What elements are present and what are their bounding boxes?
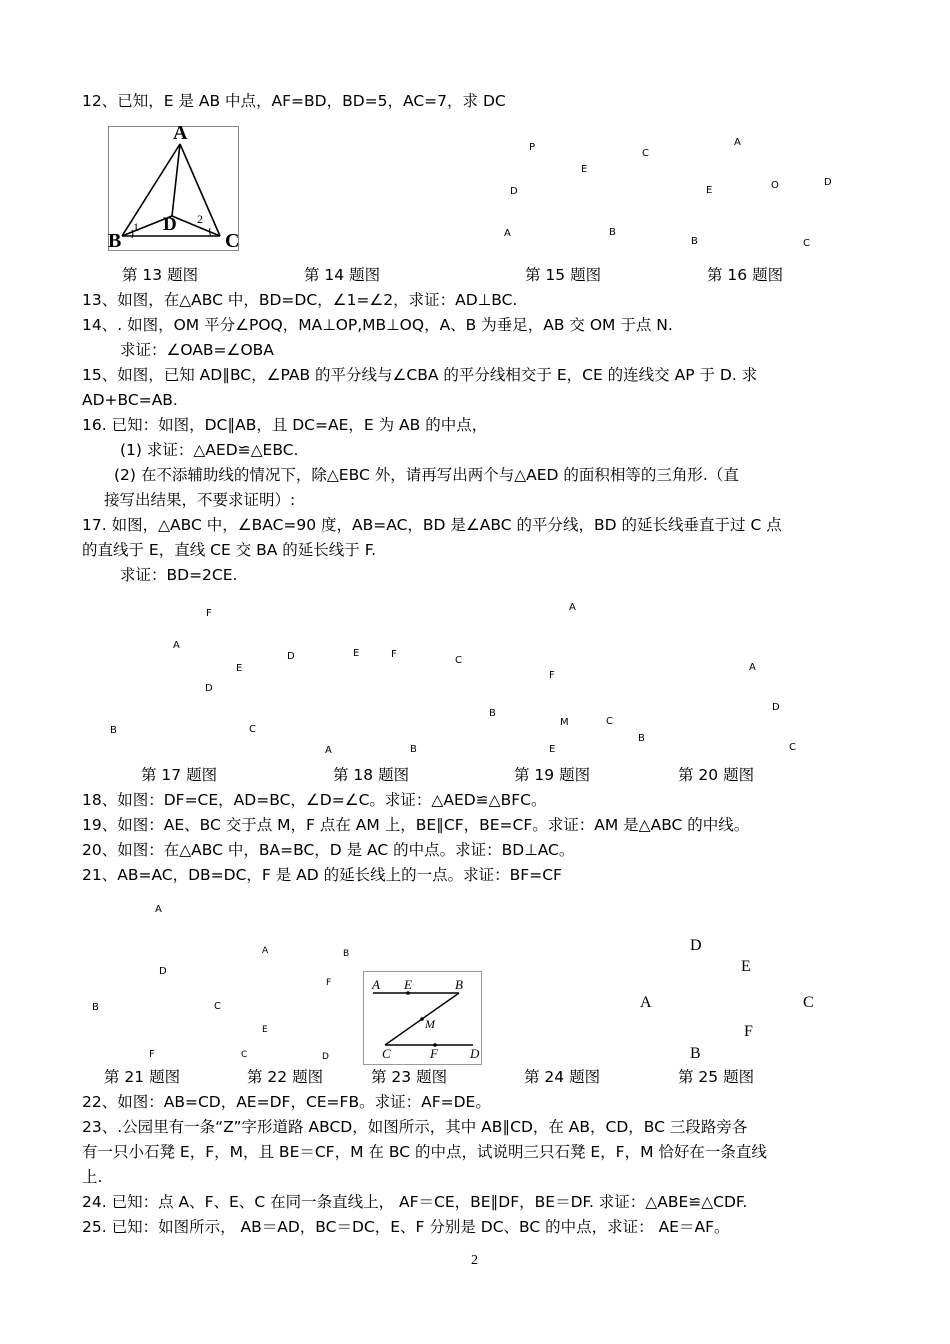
fig18-label-f: F	[391, 649, 397, 660]
fig17-label-e: E	[236, 663, 243, 674]
fig25-label-a: A	[640, 994, 652, 1011]
fig23-label-c: C	[382, 1046, 391, 1061]
caption-21: 第 21 题图	[104, 1068, 181, 1086]
fig18-label-a: A	[325, 745, 332, 756]
fig20-label-b: B	[638, 733, 645, 744]
fig16-label-a: A	[734, 137, 741, 148]
problem-17-line3: 求证：BD=2CE.	[120, 566, 238, 584]
fig25-label-d: D	[690, 937, 702, 954]
problem-14-line1: 14、. 如图，OM 平分∠POQ，MA⊥OP,MB⊥OQ，A、B 为垂足，AB 交 OM 于点 N.	[82, 316, 673, 334]
fig16-label-d: D	[824, 177, 832, 188]
caption-22: 第 22 题图	[247, 1068, 324, 1086]
fig18-label-e: E	[353, 648, 360, 659]
problem-15-line1: 15、如图，已知 AD∥BC，∠PAB 的平分线与∠CBA 的平分线相交于 E，CE 的连线交 AP 于 D. 求	[82, 366, 758, 384]
fig15-label-p: P	[529, 142, 536, 153]
problem-16-line4: 接写出结果，不要求证明）:	[104, 491, 296, 509]
fig19-label-f: F	[549, 670, 555, 681]
problem-22: 22、如图：AB=CD，AE=DF，CE=FB。求证：AF=DE。	[82, 1093, 491, 1111]
problem-16-line1: 16. 已知：如图，DC∥AB，且 DC=AE，E 为 AB 的中点，	[82, 416, 488, 434]
problem-16-line2: (1) 求证：△AED≌△EBC.	[120, 441, 299, 459]
fig21-label-c: C	[214, 1001, 221, 1012]
caption-16: 第 16 题图	[707, 266, 784, 284]
problem-19: 19、如图：AE、BC 交于点 M，F 点在 AM 上，BE∥CF，BE=CF。求证：AM 是△ABC 的中线。	[82, 816, 750, 834]
problem-23-line1: 23、.公园里有一条“Z”字形道路 ABCD，如图所示，其中 AB∥CD，在 AB，CD，BC 三段路旁各	[82, 1118, 748, 1136]
fig22-label-e: E	[262, 1025, 268, 1035]
problem-13: 13、如图，在△ABC 中，BD=DC，∠1=∠2，求证：AD⊥BC.	[82, 291, 518, 309]
fig25-label-c: C	[803, 994, 814, 1011]
problem-17-line1: 17. 如图，△ABC 中，∠BAC=90 度，AB=AC，BD 是∠ABC 的平分线，BD 的延长线垂直于过 C 点	[82, 516, 782, 534]
problem-15-line2: AD+BC=AB.	[82, 391, 178, 409]
fig20-label-a: A	[749, 662, 756, 673]
fig18-label-c: C	[455, 655, 462, 666]
fig15-label-b: B	[609, 227, 616, 238]
fig16-label-e: E	[706, 185, 713, 196]
fig13-label-a: A	[173, 122, 188, 144]
fig22-label-b: B	[343, 949, 350, 959]
fig23-label-b: B	[455, 977, 463, 992]
fig13-label-1: 1	[133, 220, 139, 234]
problem-12: 12、已知，E 是 AB 中点，AF=BD，BD=5，AC=7，求 DC	[82, 92, 506, 110]
fig22-label-a: A	[262, 946, 269, 956]
fig18-label-d: D	[287, 651, 295, 662]
fig15-label-c: C	[642, 148, 649, 159]
fig15-label-a: A	[504, 228, 511, 239]
fig21-label-a: A	[155, 904, 162, 915]
problem-23-line3: 上.	[82, 1168, 103, 1186]
problem-18: 18、如图：DF=CE，AD=BC，∠D=∠C。求证：△AED≌△BFC。	[82, 791, 547, 809]
fig13-label-d: D	[163, 214, 177, 235]
fig17-label-a: A	[173, 640, 180, 651]
fig17-label-f: F	[206, 608, 212, 619]
problem-20: 20、如图：在△ABC 中，BA=BC，D 是 AC 的中点。求证：BD⊥AC。	[82, 841, 575, 859]
fig13-label-b: B	[108, 230, 122, 252]
caption-23: 第 23 题图	[371, 1068, 448, 1086]
fig19-label-e: E	[549, 744, 556, 755]
fig17-label-d: D	[205, 683, 213, 694]
problem-14-line2: 求证：∠OAB=∠OBA	[120, 341, 274, 359]
fig19-label-a: A	[569, 602, 576, 613]
problem-21: 21、AB=AC，DB=DC，F 是 AD 的延长线上的一点。求证：BF=CF	[82, 866, 562, 884]
caption-18: 第 18 题图	[333, 766, 410, 784]
fig22-label-c: C	[241, 1050, 248, 1060]
problem-24: 24. 已知：点 A、F、E、C 在同一条直线上， AF＝CE，BE∥DF，BE＝DF. 求证：△ABE≌△CDF.	[82, 1193, 748, 1211]
fig19-label-c: C	[606, 716, 613, 727]
fig19-label-b: B	[489, 708, 496, 719]
fig17-label-b: B	[110, 725, 117, 736]
problem-17-line2: 的直线于 E，直线 CE 交 BA 的延长线于 F.	[82, 541, 377, 559]
caption-24: 第 24 题图	[524, 1068, 601, 1086]
fig20-label-c: C	[789, 742, 796, 753]
fig25-label-b: B	[690, 1045, 701, 1062]
fig25-label-f: F	[744, 1023, 753, 1040]
fig22-label-f: F	[326, 978, 332, 988]
page-number: 2	[471, 1253, 478, 1268]
problem-16-line3: (2) 在不添辅助线的情况下，除△EBC 外，请再写出两个与△AED 的面积相等的三角形.（直	[114, 466, 739, 484]
fig13-label-2: 2	[197, 212, 203, 226]
caption-20: 第 20 题图	[678, 766, 755, 784]
caption-19: 第 19 题图	[514, 766, 591, 784]
fig15-label-d: D	[510, 186, 518, 197]
fig23-label-e: E	[404, 977, 412, 992]
fig21-label-d: D	[159, 966, 167, 977]
fig23-label-a: A	[372, 977, 380, 992]
fig25-label-e: E	[741, 958, 751, 975]
fig23-label-d: D	[470, 1046, 480, 1061]
fig16-label-c: C	[803, 238, 810, 249]
figure-23-drawing	[363, 971, 483, 1066]
caption-15: 第 15 题图	[525, 266, 602, 284]
caption-17: 第 17 题图	[141, 766, 218, 784]
caption-13: 第 13 题图	[122, 266, 199, 284]
fig16-label-o: O	[771, 180, 779, 191]
fig19-label-m: M	[560, 717, 569, 728]
fig13-label-c: C	[225, 230, 240, 252]
fig21-label-f: F	[149, 1049, 155, 1060]
caption-25: 第 25 题图	[678, 1068, 755, 1086]
fig15-label-e: E	[581, 164, 588, 175]
fig23-label-m: M	[425, 1017, 435, 1031]
fig17-label-c: C	[249, 724, 256, 735]
fig18-label-b: B	[410, 744, 417, 755]
fig20-label-d: D	[772, 702, 780, 713]
problem-25: 25. 已知：如图所示， AB＝AD，BC＝DC，E、F 分别是 DC、BC 的中点，求证： AE＝AF。	[82, 1218, 730, 1236]
problem-23-line2: 有一只小石凳 E，F，M，且 BE＝CF，M 在 BC 的中点，试说明三只石凳 E，F，M 恰好在一条直线	[82, 1143, 767, 1161]
caption-14: 第 14 题图	[304, 266, 381, 284]
fig22-label-d: D	[322, 1052, 329, 1062]
fig23-label-f: F	[430, 1046, 438, 1061]
fig21-label-b: B	[92, 1002, 99, 1013]
fig16-label-b: B	[691, 236, 698, 247]
